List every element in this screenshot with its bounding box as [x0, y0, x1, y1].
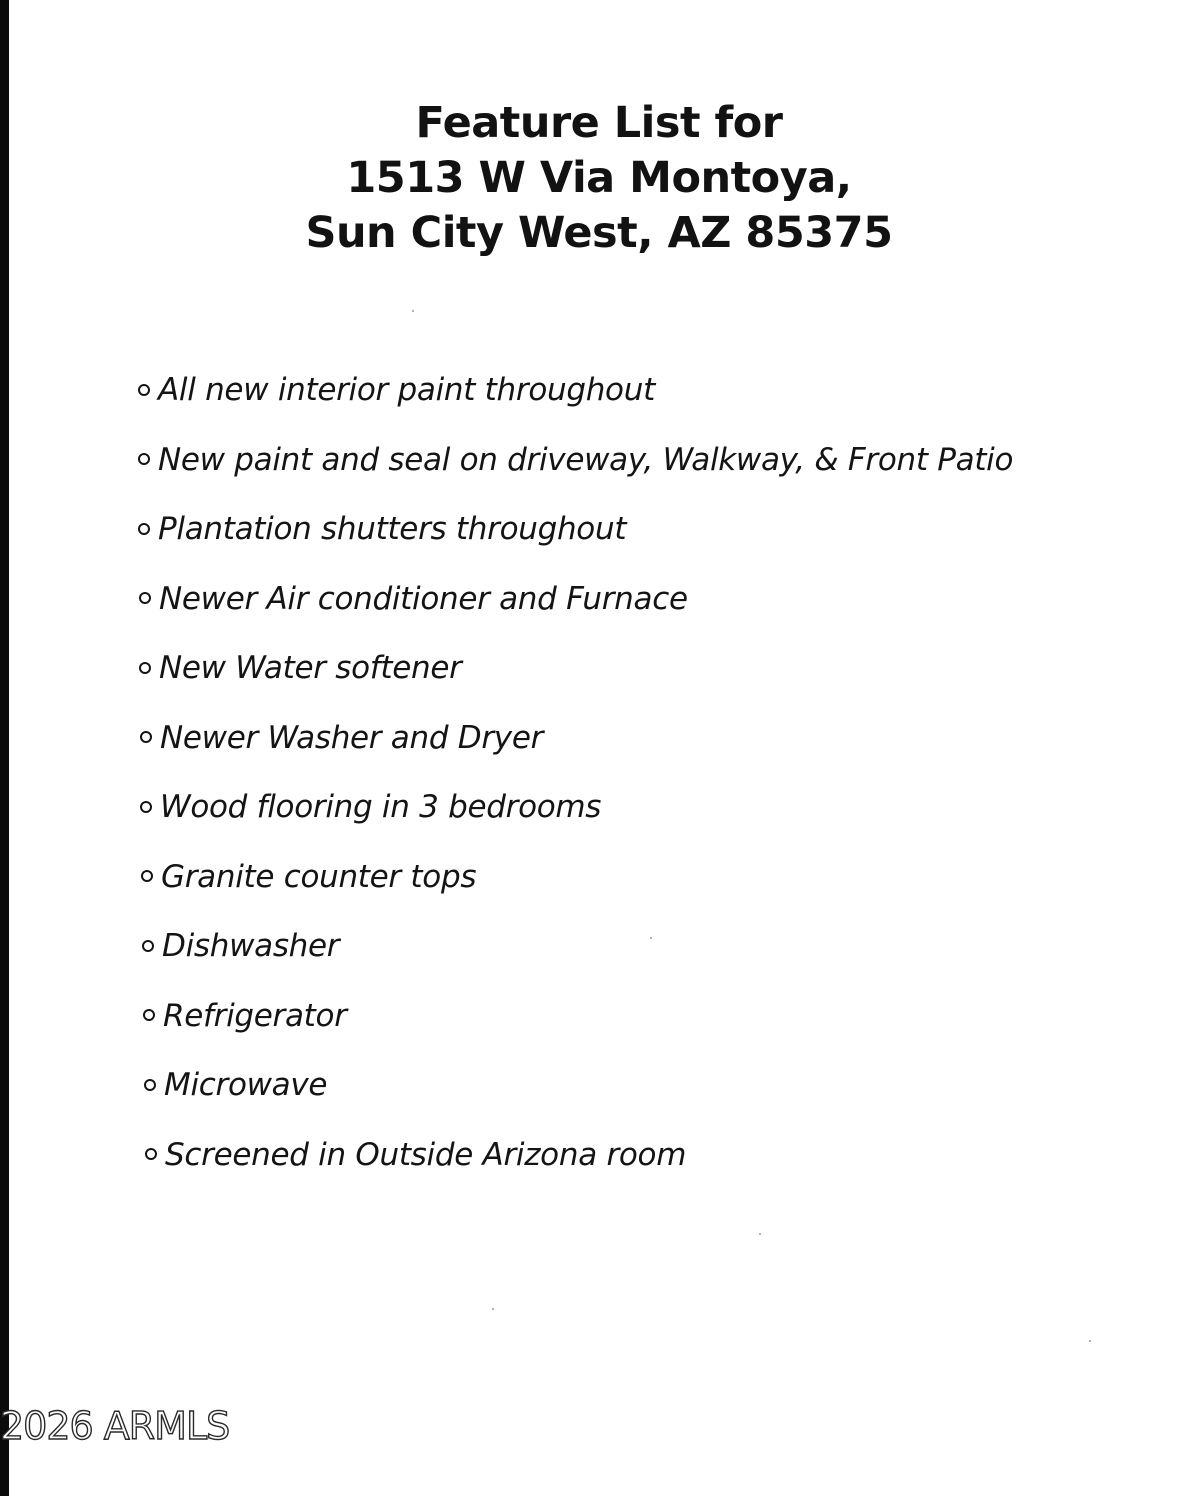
title-line: Feature List for	[415, 98, 783, 148]
scan-speck	[412, 310, 414, 312]
feature-text: New Water softener	[159, 650, 462, 686]
title-line-address: 1513 W Via Montoya,	[346, 153, 852, 203]
feature-text: New paint and seal on driveway, Walkway, & Front Patio	[158, 441, 1014, 478]
left-edge-bar	[0, 0, 9, 1496]
list-item	[138, 988, 1013, 1058]
bullet-icon	[138, 523, 150, 535]
scan-speck	[650, 937, 652, 939]
bullet-icon	[138, 384, 150, 396]
feature-text: Microwave	[164, 1067, 328, 1103]
list-item	[138, 571, 1013, 641]
list-item	[138, 918, 1013, 988]
list-item	[138, 779, 1013, 849]
bullet-icon	[143, 1009, 155, 1021]
bullet-icon	[140, 801, 152, 813]
bullet-icon	[144, 1079, 156, 1091]
list-item	[138, 710, 1013, 780]
bullet-icon	[139, 592, 151, 604]
feature-text: All new interior paint throughout	[158, 372, 655, 408]
list-item	[138, 362, 1013, 432]
feature-text: Granite counter tops	[161, 858, 477, 895]
bullet-icon	[142, 940, 154, 952]
scan-speck	[1089, 1340, 1091, 1342]
feature-list	[138, 362, 1013, 1196]
scan-speck	[759, 1233, 761, 1235]
feature-text: Newer Air conditioner and Furnace	[159, 580, 688, 617]
scan-speck	[492, 1308, 494, 1310]
bullet-icon	[141, 870, 153, 882]
document-page	[9, 0, 1189, 1496]
list-item	[138, 1057, 1013, 1127]
feature-text: Plantation shutters throughout	[158, 511, 627, 547]
list-item	[138, 640, 1013, 710]
document-title	[9, 96, 1189, 261]
title-line-city: Sun City West, AZ 85375	[305, 208, 893, 258]
copyright-watermark: 2026 ARMLS	[0, 1404, 230, 1448]
feature-text: Refrigerator	[163, 997, 347, 1034]
list-item	[138, 1127, 1013, 1197]
list-item	[138, 432, 1013, 502]
list-item	[138, 501, 1013, 571]
feature-text: Dishwasher	[162, 928, 340, 964]
list-item	[138, 849, 1013, 919]
feature-text: Wood flooring in 3 bedrooms	[160, 789, 602, 825]
bullet-icon	[139, 662, 151, 674]
feature-text: Screened in Outside Arizona room	[165, 1136, 687, 1173]
bullet-icon	[140, 731, 152, 743]
bullet-icon	[138, 453, 150, 465]
feature-text: Newer Washer and Dryer	[160, 719, 544, 756]
bullet-icon	[145, 1148, 157, 1160]
